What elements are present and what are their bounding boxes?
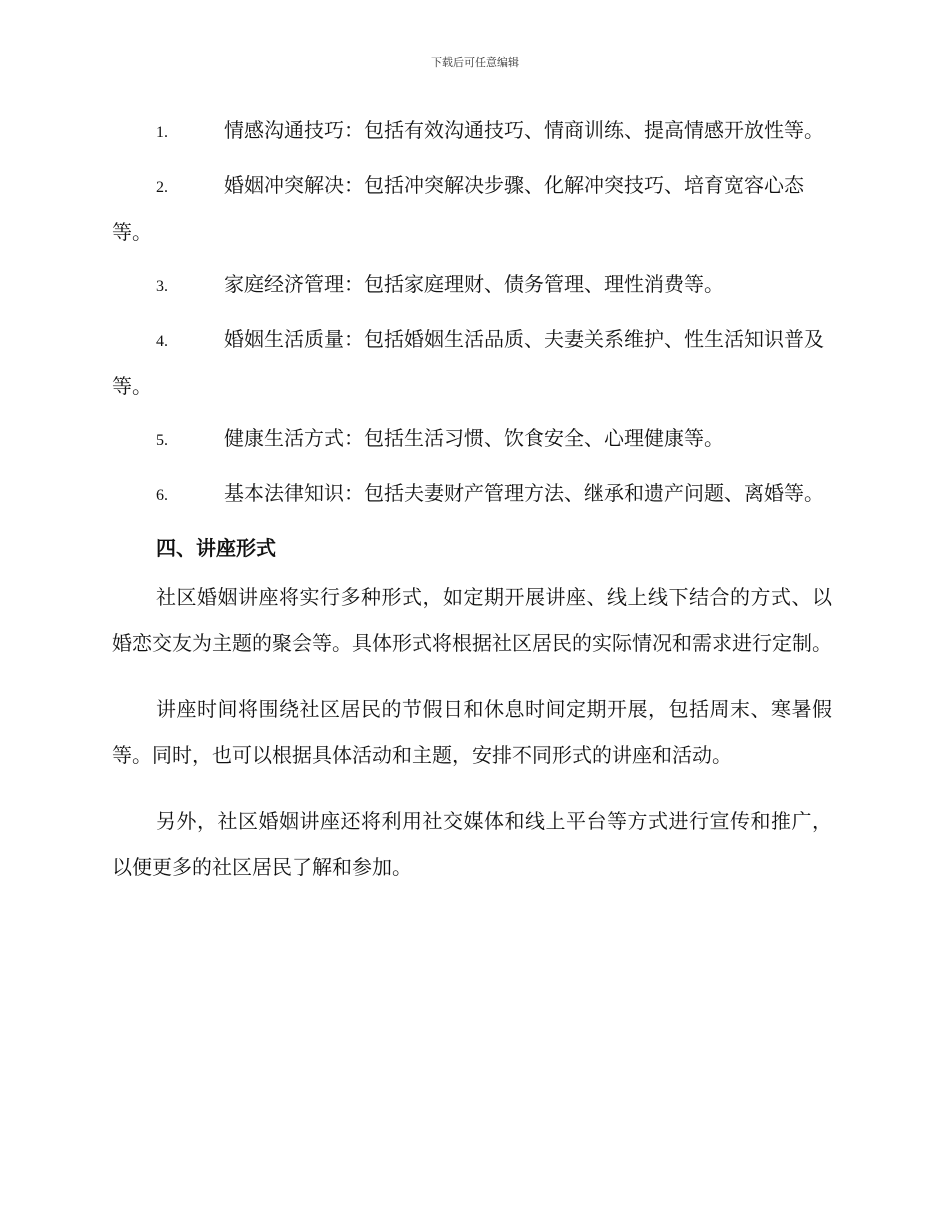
list-item: [112, 471, 832, 518]
list-text: 婚姻生活质量：包括婚姻生活品质、夫妻关系维护、性生活知识普及等。: [112, 327, 824, 398]
list-number: 2.: [156, 179, 168, 196]
list-number: 6.: [156, 487, 168, 504]
list-item: [112, 262, 832, 309]
list-text: 基本法律知识：包括夫妻财产管理方法、继承和遗产问题、离婚等。: [224, 481, 824, 505]
list-number: 4.: [156, 333, 168, 350]
page-header: 下载后可任意编辑: [431, 56, 519, 69]
list-item: [112, 108, 832, 155]
list-text: 健康生活方式：包括生活习惯、饮食安全、心理健康等。: [224, 426, 724, 450]
list-number: 3.: [156, 278, 168, 295]
section-heading: 四、讲座形式: [156, 536, 276, 560]
paragraph: 讲座时间将围绕社区居民的节假日和休息时间定期开展，包括周末、寒暑假等。同时，也可以根据具体活动和主题，安排不同形式的讲座和活动。: [112, 697, 832, 767]
list-item: [112, 416, 832, 463]
list-number: 1.: [156, 124, 168, 141]
list-item: [112, 163, 832, 254]
list-number: 5.: [156, 432, 168, 449]
paragraph: 另外，社区婚姻讲座还将利用社交媒体和线上平台等方式进行宣传和推广，以便更多的社区居民了解和参加。: [112, 809, 832, 879]
list-item: [112, 317, 832, 408]
paragraph: 社区婚姻讲座将实行多种形式，如定期开展讲座、线上线下结合的方式、以婚恋交友为主题的聚会等。具体形式将根据社区居民的实际情况和需求进行定制。: [112, 585, 832, 655]
list-text: 家庭经济管理：包括家庭理财、债务管理、理性消费等。: [224, 272, 724, 296]
document-body: [112, 108, 832, 896]
list-text: 情感沟通技巧：包括有效沟通技巧、情商训练、提高情感开放性等。: [224, 118, 824, 142]
list-text: 婚姻冲突解决：包括冲突解决步骤、化解冲突技巧、培育宽容心态等。: [112, 173, 804, 244]
